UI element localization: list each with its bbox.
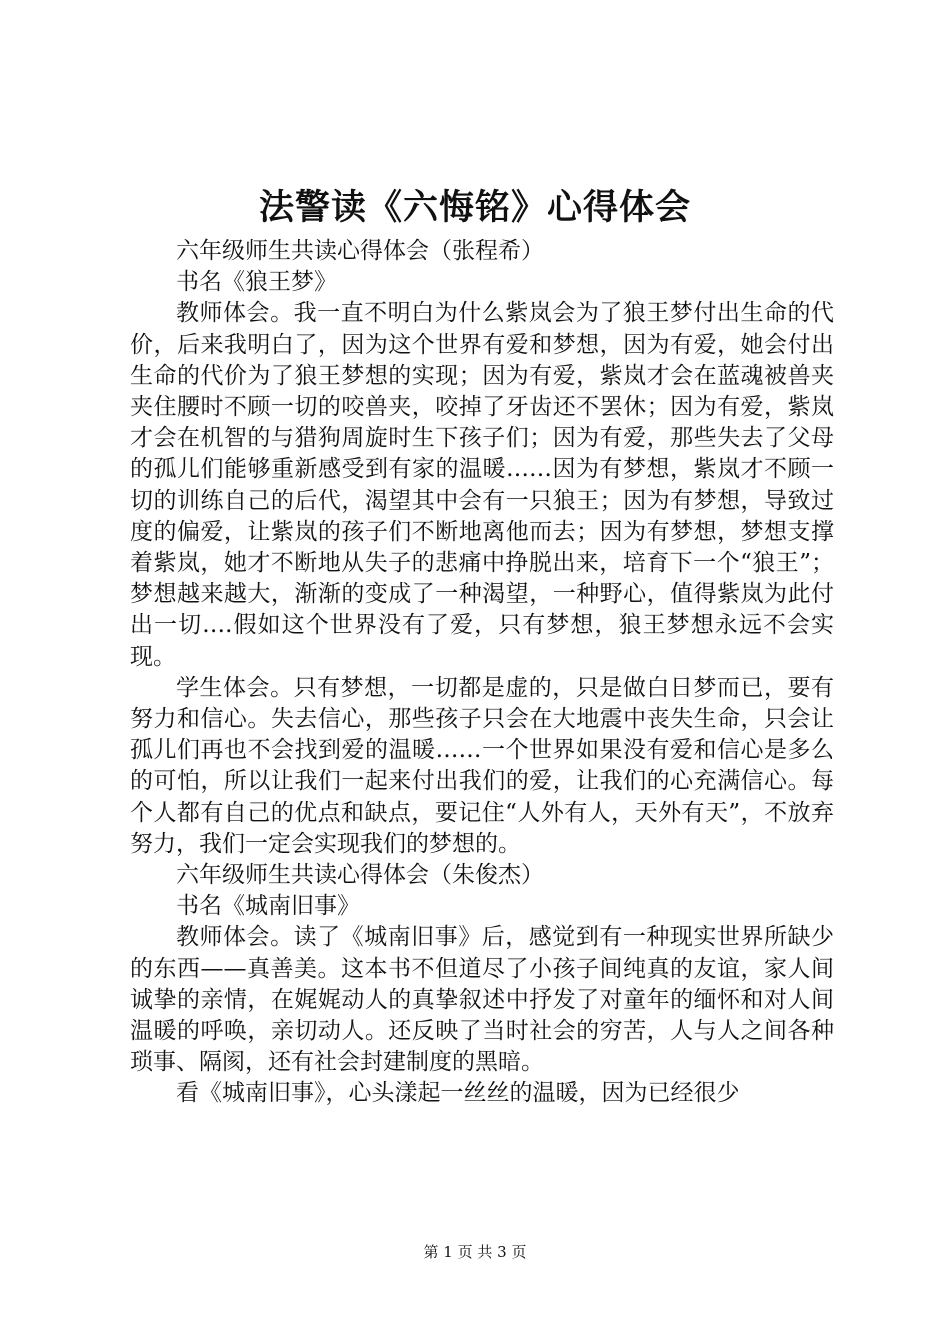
book-title-paragraph: 书名《狼王梦》 <box>176 269 337 296</box>
section-heading-paragraph: 六年级师生共读心得体会（朱俊杰） <box>176 862 544 889</box>
section-heading-paragraph: 六年级师生共读心得体会（张程希） <box>176 238 544 264</box>
book-title-paragraph: 书名《城南旧事》 <box>176 893 360 920</box>
page-number-footer: 第 1 页 共 3 页 <box>423 1243 527 1261</box>
document-body <box>130 236 834 1110</box>
body-paragraph: 看《城南旧事》，心头漾起一丝丝的温暖，因为已经很少 <box>176 1080 740 1107</box>
teacher-reflection-paragraph: 教师体会。我一直不明白为什么紫岚会为了狼王梦付出生命的代价，后来我明白了，因为这个世界有爱和梦想，因为有爱，她会付出生命的代价为了狼王梦想的实现；因为有爱，紫岚才会在蓝魂被兽夹夹住腰时不顾一切的咬兽夹，咬掉了牙齿还不罢休；因为有爱，紫岚才会在机智的与猎狗周旋时生下孩子们；因为有爱，那些失去了父母的孤儿们能够重新感受到有家的温暖……因为有梦想，紫岚才不顾一切的训练自己的后代，渴望其中会有一只狼王；因为有梦想，导致过度的偏爱，让紫岚的孩子们不断地离他而去；因为有梦想，梦想支撑着紫岚，她才不断地从失子的悲痛中挣脱出来，培育下一个“狼王”；梦想越来越大，渐渐的变成了一种渴望，一种野心，值得紫岚为此付出一切….假如这个世界没有了爱，只有梦想，狼王梦想永远不会实现。 <box>130 300 834 670</box>
teacher-reflection-paragraph: 教师体会。读了《城南旧事》后，感觉到有一种现实世界所缺少的东西——真善美。这本书不但道尽了小孩子间纯真的友谊，家人间诚挚的亲情，在娓娓动人的真挚叙述中抒发了对童年的缅怀和对人间温暖的呼唤，亲切动人。还反映了当时社会的穷苦，人与人之间各种琐事、隔阂，还有社会封建制度的黑暗。 <box>130 924 834 1076</box>
student-reflection-paragraph: 学生体会。只有梦想，一切都是虚的，只是做白日梦而已，要有努力和信心。失去信心，那些孩子只会在大地震中丧失生命，只会让孤儿们再也不会找到爱的温暖……一个世界如果没有爱和信心是多么的可怕，所以让我们一起来付出我们的爱，让我们的心充满信心。每个人都有自己的优点和缺点，要记住“人外有人，天外有天”，不放弃努力，我们一定会实现我们的梦想的。 <box>130 674 834 857</box>
document-title: 法警读《六悔铭》心得体会 <box>258 187 691 228</box>
